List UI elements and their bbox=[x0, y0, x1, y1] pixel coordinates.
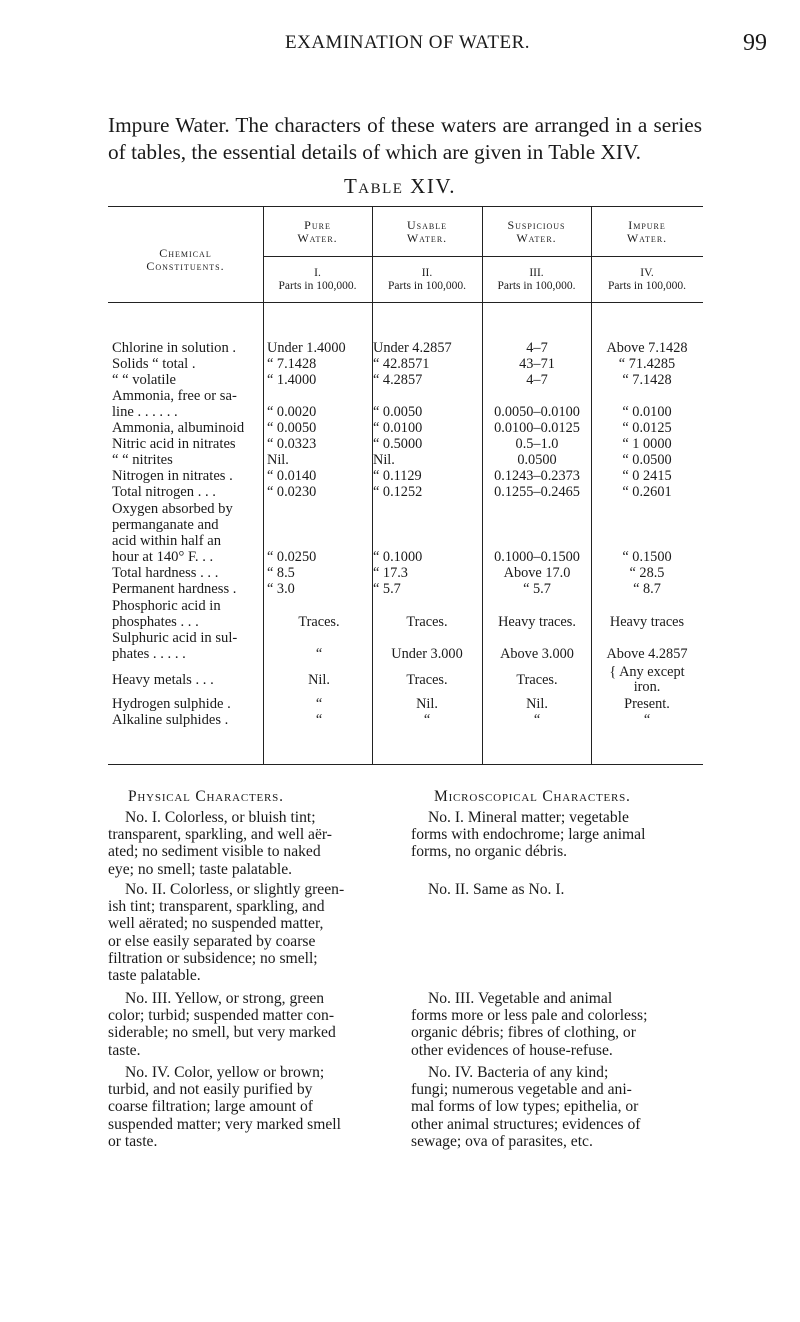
text-line: No. III. Vegetable and animal bbox=[428, 990, 613, 1007]
row-label: phosphates . . . bbox=[112, 614, 199, 630]
text-line: filtration or subsidence; no smell; bbox=[108, 949, 318, 967]
table-cell: “ 0.5000 bbox=[373, 436, 423, 452]
table-cell: Nil. bbox=[416, 696, 438, 712]
table-cell: “ 0.0050 bbox=[267, 420, 317, 436]
running-head bbox=[0, 30, 800, 60]
row-label: Hydrogen sulphide . bbox=[112, 696, 231, 712]
text-line: mal forms of low types; epithelia, or bbox=[411, 1098, 639, 1116]
table-cell: 0.0100–0.0125 bbox=[494, 420, 580, 436]
physical-paragraph-1 bbox=[108, 809, 400, 878]
table-cell: “ 0.0230 bbox=[267, 484, 317, 500]
physical-paragraph-2 bbox=[108, 881, 400, 984]
table-cell: 0.5–1.0 bbox=[515, 436, 559, 452]
table-cell: “ 0.1252 bbox=[373, 484, 423, 500]
column-numeral: II. bbox=[421, 267, 433, 279]
table-cell: “ 0.0140 bbox=[267, 468, 317, 484]
table-cell: “ bbox=[533, 712, 541, 728]
row-label: Nitric acid in nitrates bbox=[112, 436, 236, 452]
row-label: Oxygen absorbed by bbox=[112, 501, 233, 517]
table-cell: Above 7.1428 bbox=[606, 340, 688, 356]
page-number: 99 bbox=[743, 30, 767, 56]
table-cell: 4–7 bbox=[526, 372, 548, 388]
table-cell: iron. bbox=[633, 679, 661, 695]
header-group-line: Impure bbox=[628, 218, 666, 232]
text-line: ish tint; transparent, sparkling, and bbox=[108, 898, 325, 916]
microscopical-paragraph-3 bbox=[411, 990, 703, 1059]
table-cell: Traces. bbox=[298, 614, 340, 630]
table-title: Table XIV. bbox=[343, 174, 457, 198]
column-numeral: III. bbox=[529, 267, 544, 279]
text-line: forms, no organic débris. bbox=[411, 843, 568, 861]
table-cell: “ 8.5 bbox=[267, 565, 295, 581]
column-numeral: IV. bbox=[640, 267, 654, 279]
text-line: other evidences of house-refuse. bbox=[411, 1041, 613, 1059]
row-label: acid within half an bbox=[112, 533, 222, 549]
header-mid-rule bbox=[263, 256, 703, 257]
header-group-suspicious bbox=[482, 219, 591, 245]
row-label: Nitrogen in nitrates . bbox=[112, 468, 233, 484]
table-cell: Heavy traces. bbox=[498, 614, 576, 630]
table-cell: “ bbox=[315, 712, 323, 728]
table-cell: Nil. bbox=[308, 672, 330, 688]
text-line: coarse filtration; large amount of bbox=[108, 1098, 313, 1116]
text-line: No. I. Colorless, or bluish tint; bbox=[125, 809, 316, 826]
header-constituents-line: Chemical bbox=[159, 246, 212, 260]
row-label: Ammonia, albuminoid bbox=[112, 420, 245, 436]
row-label: Sulphuric acid in sul- bbox=[112, 630, 238, 646]
row-label: Alkaline sulphides . bbox=[112, 712, 229, 728]
table-cell: “ 0.0100 bbox=[622, 404, 672, 420]
table-cell: “ 42.8571 bbox=[373, 356, 430, 372]
table-cell: “ 0.0323 bbox=[267, 436, 317, 452]
text-line: turbid, and not easily purified by bbox=[108, 1081, 313, 1099]
header-constituents bbox=[108, 247, 263, 273]
text-line: No. IV. Bacteria of any kind; bbox=[428, 1064, 609, 1081]
table-cell: Traces. bbox=[406, 614, 448, 630]
table-cell: “ 7.1428 bbox=[267, 356, 317, 372]
water-characters-table bbox=[108, 206, 703, 765]
physical-heading: Physical Characters. bbox=[128, 788, 284, 805]
header-group-line: Water. bbox=[516, 231, 557, 245]
table-cell: “ 17.3 bbox=[373, 565, 408, 581]
row-label: line . . . . . . bbox=[112, 404, 178, 420]
table-cell: “ 0.0050 bbox=[373, 404, 423, 420]
table-cell: { Any except bbox=[609, 664, 685, 680]
table-cell: Under 1.4000 bbox=[267, 340, 346, 356]
row-label: Heavy metals . . . bbox=[112, 672, 214, 688]
table-cell: “ 5.7 bbox=[523, 581, 551, 597]
table-cell: “ bbox=[315, 696, 323, 712]
row-label: permanganate and bbox=[112, 517, 219, 533]
table-cell: “ bbox=[423, 712, 431, 728]
text-line: or else easily separated by coarse bbox=[108, 932, 316, 950]
table-cell: “ 28.5 bbox=[629, 565, 665, 581]
table-cell: 0.1000–0.1500 bbox=[494, 549, 580, 565]
table-cell: “ 7.1428 bbox=[622, 372, 672, 388]
table-cell: “ 0.0500 bbox=[622, 452, 672, 468]
microscopical-paragraph-2 bbox=[411, 881, 703, 898]
table-cell: Nil. bbox=[267, 452, 289, 468]
table-cell: “ 0.1000 bbox=[373, 549, 423, 565]
table-cell: 0.1243–0.2373 bbox=[494, 468, 580, 484]
header-group-line: Usable bbox=[406, 218, 447, 232]
row-label: Solids “ total . bbox=[112, 356, 196, 372]
table-cell: 0.0050–0.0100 bbox=[494, 404, 580, 420]
table-bottom-rule bbox=[108, 764, 703, 765]
table-cell: “ 71.4285 bbox=[618, 356, 676, 372]
header-sub-1 bbox=[263, 267, 372, 293]
header-group-usable bbox=[372, 219, 482, 245]
text-line: color; turbid; suspended matter con- bbox=[108, 1007, 335, 1025]
intro-paragraph bbox=[108, 112, 702, 166]
table-cell: Under 3.000 bbox=[391, 646, 463, 662]
text-line: No. I. Mineral matter; vegetable bbox=[428, 809, 629, 826]
text-line: ated; no sediment visible to naked bbox=[108, 843, 321, 861]
table-cell: “ 5.7 bbox=[373, 581, 401, 597]
text-line: suspended matter; very marked smell bbox=[108, 1115, 341, 1133]
text-line: forms more or less pale and colorless; bbox=[411, 1007, 648, 1025]
table-cell: “ 4.2857 bbox=[373, 372, 423, 388]
row-label: Ammonia, free or sa- bbox=[112, 388, 237, 404]
table-cell: “ 0.1500 bbox=[622, 549, 672, 565]
table-cell: Under 4.2857 bbox=[373, 340, 452, 356]
table-cell: “ 8.7 bbox=[633, 581, 661, 597]
table-cell: “ 0.1129 bbox=[373, 468, 422, 484]
column-unit: Parts in 100,000. bbox=[497, 280, 576, 292]
text-line: forms with endochrome; large animal bbox=[411, 826, 646, 844]
table-cell: Above 3.000 bbox=[500, 646, 574, 662]
text-line: taste palatable. bbox=[108, 967, 201, 985]
table-cell: Above 17.0 bbox=[503, 565, 571, 581]
table-cell: “ 1 0000 bbox=[622, 436, 672, 452]
row-label: “ “ volatile bbox=[112, 372, 177, 388]
table-cell: 43–71 bbox=[519, 356, 555, 372]
text-line: taste. bbox=[108, 1041, 141, 1059]
row-label: phates . . . . . bbox=[112, 646, 186, 662]
physical-paragraph-3 bbox=[108, 990, 400, 1059]
text-line: other animal structures; evidences of bbox=[411, 1115, 641, 1133]
physical-paragraph-4 bbox=[108, 1064, 400, 1150]
text-line: sewage; ova of parasites, etc. bbox=[411, 1132, 593, 1150]
running-head-title: EXAMINATION OF WATER. bbox=[285, 32, 531, 53]
text-line: well aërated; no suspended matter, bbox=[108, 915, 324, 933]
table-cell: “ 0.0250 bbox=[267, 549, 317, 565]
header-group-line: Water. bbox=[297, 231, 338, 245]
text-line: organic débris; fibres of clothing, or bbox=[411, 1024, 636, 1042]
table-cell: “ 0.0100 bbox=[373, 420, 423, 436]
text-line: or taste. bbox=[108, 1132, 158, 1150]
table-cell: “ 3.0 bbox=[267, 581, 295, 597]
table-cell: “ 1.4000 bbox=[267, 372, 317, 388]
table-cell: “ 0.2601 bbox=[622, 484, 672, 500]
column-unit: Parts in 100,000. bbox=[388, 280, 466, 292]
header-sub-4 bbox=[591, 267, 703, 293]
table-cell: Traces. bbox=[406, 672, 448, 688]
microscopical-paragraph-1 bbox=[411, 809, 703, 861]
table-cell: 0.1255–0.2465 bbox=[494, 484, 580, 500]
header-group-line: Suspicious bbox=[507, 218, 566, 232]
table-cell: “ 0.0125 bbox=[622, 420, 672, 436]
table-top-rule bbox=[108, 206, 703, 207]
text-line: siderable; no smell, but very marked bbox=[108, 1024, 336, 1042]
row-label: Phosphoric acid in bbox=[112, 598, 221, 614]
table-cell: Nil. bbox=[526, 696, 548, 712]
table-cell: Heavy traces bbox=[609, 614, 685, 630]
text-line: No. III. Yellow, or strong, green bbox=[125, 990, 325, 1007]
row-label: hour at 140° F. . . bbox=[112, 549, 214, 565]
intro-text: Impure Water. The characters of these waters are arranged in a series of tables, the essential details of which are given in Table XIV. bbox=[108, 113, 702, 164]
column-unit: Parts in 100,000. bbox=[278, 280, 357, 292]
column-unit: Parts in 100,000. bbox=[608, 280, 686, 292]
text-line: No. II. Same as No. I. bbox=[428, 881, 565, 898]
header-group-line: Water. bbox=[406, 231, 448, 245]
table-cell: “ 0.0020 bbox=[267, 404, 317, 420]
table-cell: Present. bbox=[624, 696, 670, 712]
row-label: Total hardness . . . bbox=[112, 565, 219, 581]
table-cell: Traces. bbox=[516, 672, 558, 688]
row-label: Total nitrogen . . . bbox=[112, 484, 216, 500]
header-group-line: Pure bbox=[304, 218, 331, 232]
table-cell: Above 4.2857 bbox=[606, 646, 688, 662]
table-cell: 0.0500 bbox=[517, 452, 557, 468]
header-sub-3 bbox=[482, 267, 591, 293]
column-numeral: I. bbox=[314, 267, 321, 279]
microscopical-heading: Microscopical Characters. bbox=[434, 788, 631, 805]
text-line: No. IV. Color, yellow or brown; bbox=[125, 1064, 325, 1081]
header-group-pure bbox=[263, 219, 372, 245]
header-constituents-line: Constituents. bbox=[146, 259, 225, 273]
header-group-impure bbox=[591, 219, 703, 245]
table-cell: “ bbox=[643, 712, 651, 728]
table-cell: “ bbox=[315, 646, 323, 662]
header-group-line: Water. bbox=[626, 231, 668, 245]
text-line: fungi; numerous vegetable and ani- bbox=[411, 1081, 632, 1099]
header-bottom-rule bbox=[108, 302, 703, 303]
table-cell: 4–7 bbox=[526, 340, 548, 356]
text-line: eye; no smell; taste palatable. bbox=[108, 860, 293, 878]
row-label: Permanent hardness . bbox=[112, 581, 237, 597]
microscopical-paragraph-4 bbox=[411, 1064, 703, 1150]
text-line: No. II. Colorless, or slightly green- bbox=[125, 881, 345, 898]
header-sub-2 bbox=[372, 267, 482, 293]
table-cell: “ 0 2415 bbox=[622, 468, 672, 484]
row-label: Chlorine in solution . bbox=[112, 340, 237, 356]
table-cell: Nil. bbox=[373, 452, 395, 468]
row-label: “ “ nitrites bbox=[112, 452, 173, 468]
text-line: transparent, sparkling, and well aër- bbox=[108, 826, 332, 844]
